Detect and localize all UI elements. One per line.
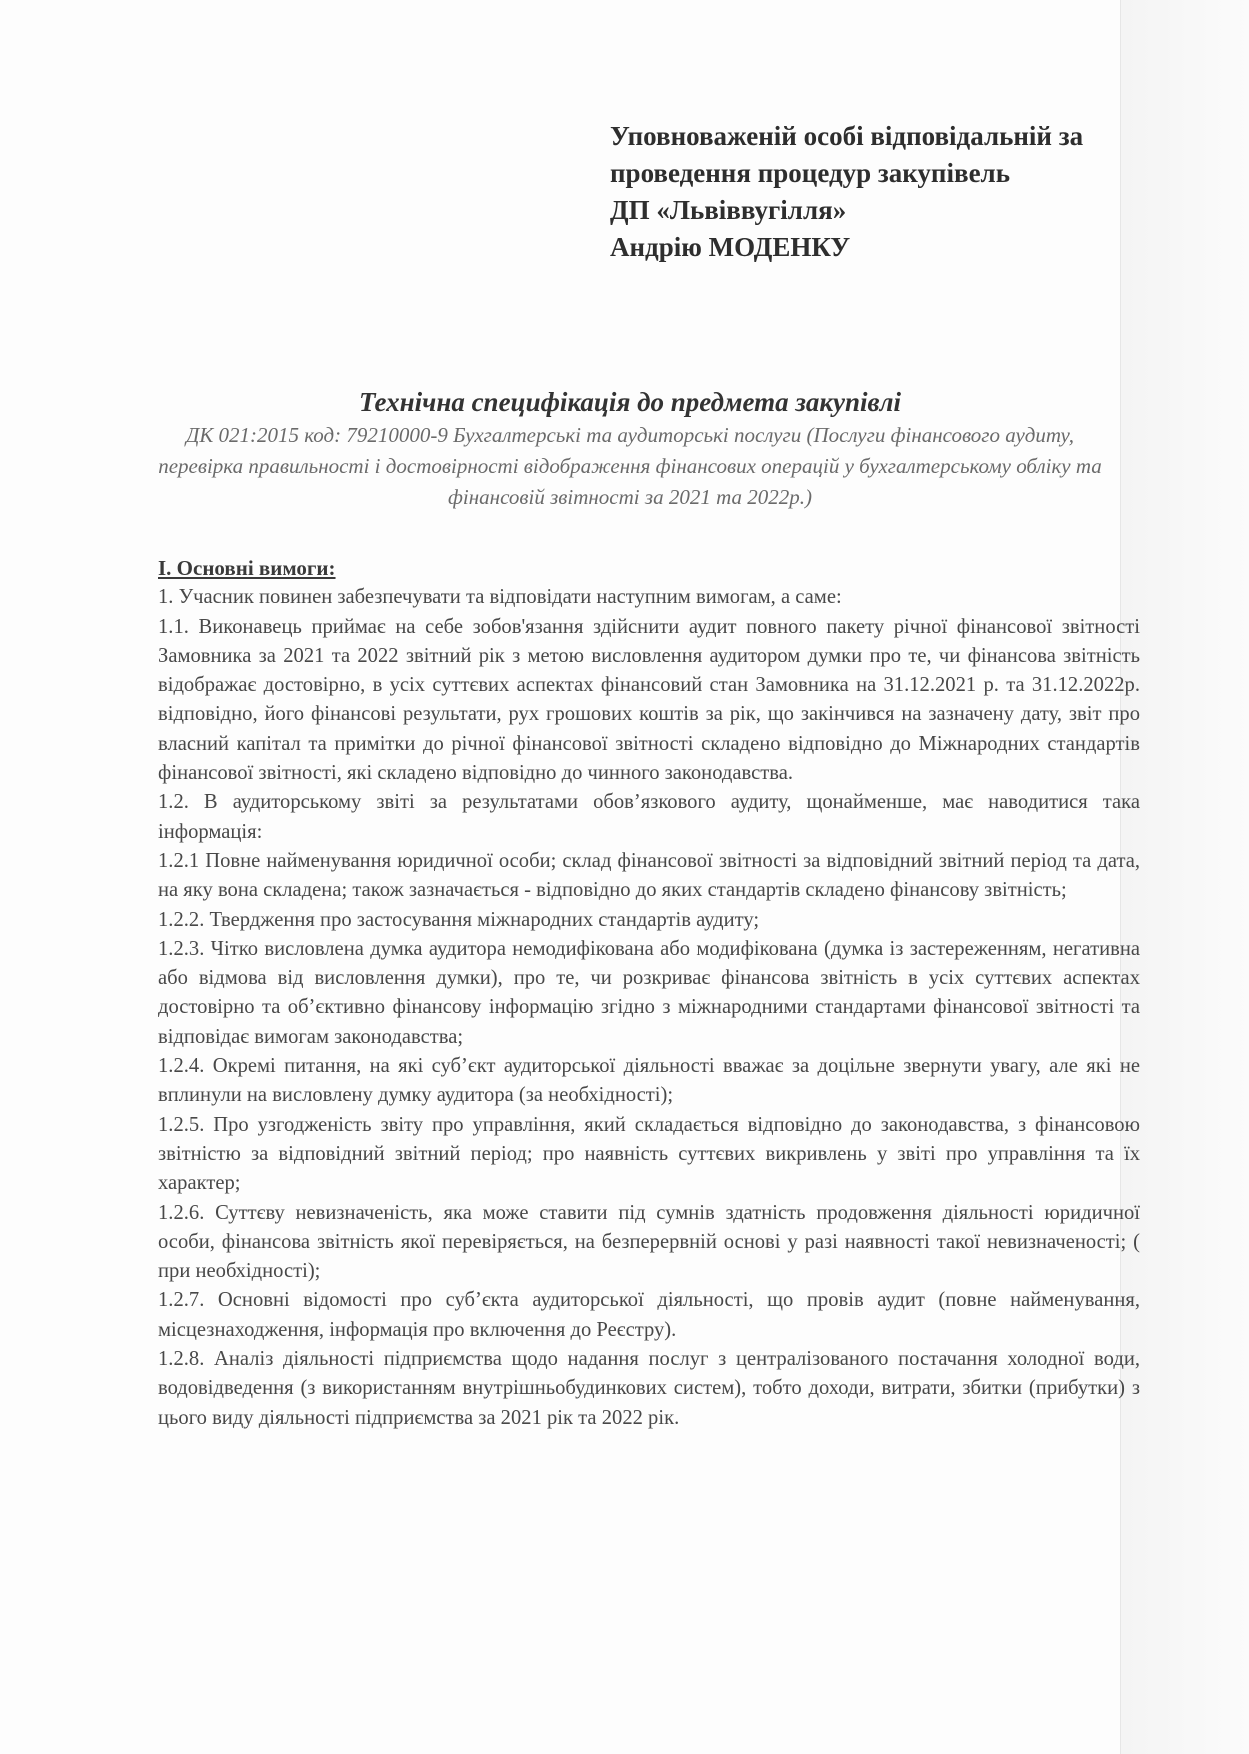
addressee-block: [610, 118, 1170, 266]
addressee-line-2: проведення процедур закупівель: [610, 158, 1010, 188]
paragraph-1-2-2: 1.2.2. Твердження про застосування міжнародних стандартів аудиту;: [158, 908, 760, 931]
paragraph-1-2-1: 1.2.1 Повне найменування юридичної особи; склад фінансової звітності за відповідний звітний період та дата, на яку вона складена; також зазначається - відповідно до яких стандартів складено фінансову звітність;: [158, 849, 1140, 902]
document-title: Технічна специфікація до предмета закупівлі: [359, 387, 901, 417]
paragraph-1-2-5: 1.2.5. Про узгодженість звіту про управління, який складається відповідно до законодавства, з фінансовою звітністю за відповідний звітний період; про наявність суттєвих викривлень у звіті про управління та їх характер;: [158, 1113, 1140, 1195]
document-subtitle: ДК 021:2015 код: 79210000-9 Бухгалтерські та аудиторські послуги (Послуги фінансового аудиту, перевірка правильності і достовірності відображення фінансових операцій у бухгалтерському обліку та фінансовій звітності за 2021 та 2022р.): [158, 423, 1102, 509]
section-heading: І. Основні вимоги:: [158, 556, 336, 580]
paragraph-1-2-3: 1.2.3. Чітко висловлена думка аудитора немодифікована або модифікована (думка із застереженням, негативна або відмова від висловлення думки), про те, чи розкриває фінансова звітність в усіх суттєвих аспектах достовірно та об’єктивно фінансову інформацію згідно з міжнародними стандартами фінансової звітності та відповідає вимогам законодавства;: [158, 937, 1140, 1048]
addressee-line-4: Андрію МОДЕНКУ: [610, 232, 851, 262]
document-body: [158, 554, 1140, 1433]
paragraph-1: 1. Учасник повинен забезпечувати та відповідати наступним вимогам, а саме:: [158, 586, 842, 609]
addressee-line-3: ДП «Львіввугілля»: [610, 195, 847, 225]
title-block: [150, 384, 1110, 513]
paragraph-1-2-8: 1.2.8. Аналіз діяльності підприємства щодо надання послуг з централізованого постачання холодної води, водовідведення (з використанням внутрішньобудинкових систем), тобто доходи, витрати, збитки (прибутки) з цього виду діяльності підприємства за 2021 рік та 2022 рік.: [158, 1348, 1140, 1429]
paragraph-1-1: 1.1. Виконавець приймає на себе зобов'язання здійснити аудит повного пакету річної фінансової звітності Замовника за 2021 та 2022 звітний рік з метою висловлення аудитором думки про те, чи фінансова звітність відображає достовірно, в усіх суттєвих аспектах фінансовий стан Замовника на 31.12.2021 р. та 31.12.2022р. відповідно, його фінансові результати, рух грошових коштів за рік, що закінчився на зазначену дату, звіт про власний капітал та примітки до річної фінансової звітності складено відповідно до Міжнародних стандартів фінансової звітності, які складено відповідно до чинного законодавства.: [158, 615, 1140, 785]
paragraph-1-2-7: 1.2.7. Основні відомості про суб’єкта аудиторської діяльності, що провів аудит (повне найменування, місцезнаходження, інформація про включення до Реєстру).: [158, 1289, 1140, 1341]
paragraph-1-2-6: 1.2.6. Суттєву невизначеність, яка може ставити під сумнів здатність продовження діяльності юридичної особи, фінансова звітність якої перевіряється, на безперервній основі у разі наявності такої невизначеності; ( при необхідності);: [158, 1201, 1140, 1283]
addressee-line-1: Уповноваженій особі відповідальній за: [610, 121, 1084, 151]
paragraph-1-2-4: 1.2.4. Окремі питання, на які суб’єкт аудиторської діяльності вважає за доцільне звернути увагу, але які не вплинули на висловлену думку аудитора (за необхідності);: [158, 1055, 1140, 1107]
paragraph-1-2: 1.2. В аудиторському звіті за результатами обов’язкового аудиту, щонайменше, має наводитися така інформація:: [158, 791, 1140, 843]
